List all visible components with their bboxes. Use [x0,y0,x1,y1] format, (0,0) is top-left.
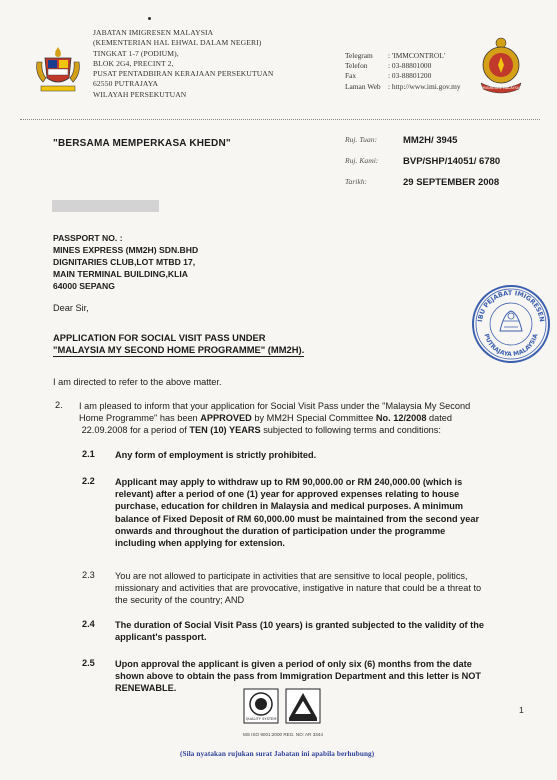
condition-2-1 [115,449,525,461]
approved-text: APPROVED [200,413,252,424]
coat-of-arms-icon [33,44,83,96]
text-run: for a period of [127,425,190,436]
redacted-name [52,200,159,212]
dept-line: WILAYAH PERSEKUTUAN [93,89,187,99]
condition-line: missionary and activities that are provocative, instigative in nature that could be a threat to [115,583,482,594]
period-text: TEN (10) YEARS [189,425,261,436]
header-dot [148,17,151,20]
para-line: I am pleased to inform that your application for Social Visit Pass under the "Malaysia My Second [79,401,471,411]
recipient-address [53,232,198,292]
immigration-emblem-icon [475,35,527,97]
text-run: by MM2H Special Committee [251,413,376,424]
subject-heading [53,332,304,357]
address-line: DIGNITARIES CLUB,LOT MTBD 17, [53,257,196,267]
condition-line: balance of Fixed Deposit of RM 60,000.00 must be maintained from the second year [115,513,480,524]
text-run: dated [426,413,453,424]
official-stamp [470,283,552,365]
iso-caption: MS ISO 9001:2000 REG. NO: AR 3344 [243,732,323,737]
dept-line: JABATAN IMIGRESEN MALAYSIA [93,28,214,37]
condition-number: 2.3 [82,570,95,580]
stamp-top-text: IBU PEJABAT IMIGRESEN [476,288,546,323]
address-line: 64000 SEPANG [53,281,115,291]
condition-2-2 [115,476,525,549]
ref-your-reference [345,135,457,146]
stamp-bottom-text: PUTRAJAYA MALAYSIA [482,332,540,359]
certification-logos [243,688,333,736]
condition-line: the security of the country; AND [115,595,245,606]
condition-line: including when applying for extension. [115,538,285,549]
dept-line: TINGKAT 1-7 (PODIUM), [93,48,179,58]
department-address [93,28,333,100]
footer-note: (Sila nyatakan rujukan surat Jabatan ini apabila berhubung) [180,750,375,758]
ref-value: MM2H/ 3945 [403,135,458,146]
ref-label: Ruj. Kami: [345,156,379,165]
ref-date [345,177,499,188]
slogan: "BERSAMA MEMPERKASA KHEDN" [53,138,231,149]
intro-paragraph: I am directed to refer to the above matter. [53,377,222,387]
approval-paragraph [79,400,524,437]
condition-number: 2.2 [82,476,95,486]
salutation: Dear Sir, [53,303,89,313]
ref-our-reference [345,156,500,167]
condition-line: applicant's passport. [115,632,207,643]
contact-value: : http://www.imi.gov.my [388,81,461,91]
para-line [79,412,524,424]
ref-label: Tarikh: [345,177,368,186]
condition-line: Any form of employment is strictly prohibited. [115,450,317,460]
condition-number: 2.1 [82,449,95,459]
condition-line: shown above to obtain the pass from Immigration Department and this letter is NOT [115,671,482,682]
subject-line-2: "MALAYSIA MY SECOND HOME PROGRAMME" (MM2H). [53,344,305,355]
condition-line: relevant) after a period of one (1) year for approved expenses relating to house [115,489,460,500]
contact-value: : 'IMMCONTROL' [388,51,446,60]
dept-line: PUSAT PENTADBIRAN KERAJAAN PERSEKUTUAN [93,69,274,79]
contact-label: Telegram [345,51,373,60]
emblem-text: IMIGRESEN MALAYSIA [481,86,521,90]
condition-line: You are not allowed to participate in activities that are sensitive to local people, politics, [115,571,468,581]
contact-fax [345,71,461,81]
para-line [79,424,524,436]
approval-date: 22.09.2008 [81,425,128,436]
dept-line: BLOK 2G4, PRECINT 2, [93,58,174,68]
condition-2-3 [115,570,525,607]
address-line: MINES EXPRESS (MM2H) SDN.BHD [53,245,199,255]
ref-value: BVP/SHP/14051/ 6780 [403,156,501,167]
condition-line: RENEWABLE. [115,683,177,694]
address-line: PASSPORT NO. : [53,233,123,243]
condition-number: 2.4 [82,619,95,629]
dept-line: (KEMENTERIAN HAL EHWAL DALAM NEGERI) [93,38,262,48]
condition-2-4 [115,619,525,643]
condition-line: The duration of Social Visit Pass (10 years) is granted subjected to the validity of the [115,620,484,630]
contact-value: : 03-88801200 [388,71,432,81]
address-line: MAIN TERMINAL BUILDING,KLIA [53,269,188,279]
contact-label: Laman Web [345,81,381,91]
paragraph-number: 2. [55,400,63,410]
condition-line: onwards and throughout the duration of participation under the programme [115,525,446,536]
committee-number: No. 12/2008 [375,413,427,424]
quality-system-text: QUALITY SYSTEM [245,717,277,721]
header-divider [20,119,540,120]
ref-label: Ruj. Tuan: [345,135,378,144]
text-run: subjected to following terms and conditions: [260,425,441,436]
condition-number: 2.5 [82,658,95,668]
condition-line: Applicant may apply to withdraw up to RM 90,000.00 or RM 240,000.00 (which is [115,477,463,487]
page-number: 1 [519,705,524,715]
contact-telefon [345,61,461,71]
quality-system-logo-icon [243,688,279,724]
contact-telegram [345,51,461,61]
subject-line-1: APPLICATION FOR SOCIAL VISIT PASS UNDER [53,332,266,343]
contact-label: Telefon [345,61,368,71]
condition-line: Upon approval the applicant is given a period of only six (6) months from the date [115,659,472,669]
contact-details [345,51,461,92]
condition-line: purchase, education for children in Malaysia and medical purposes. A minimum [115,501,464,512]
text-run: Home Programme" has been [79,413,201,424]
dept-line: 62550 PUTRAJAYA [93,79,159,89]
contact-label: Fax [345,71,357,81]
ref-value: 29 SEPTEMBER 2008 [403,177,500,188]
contact-website [345,82,461,92]
certification-mark-icon [285,688,321,724]
contact-value: : 03-88801000 [388,61,432,71]
